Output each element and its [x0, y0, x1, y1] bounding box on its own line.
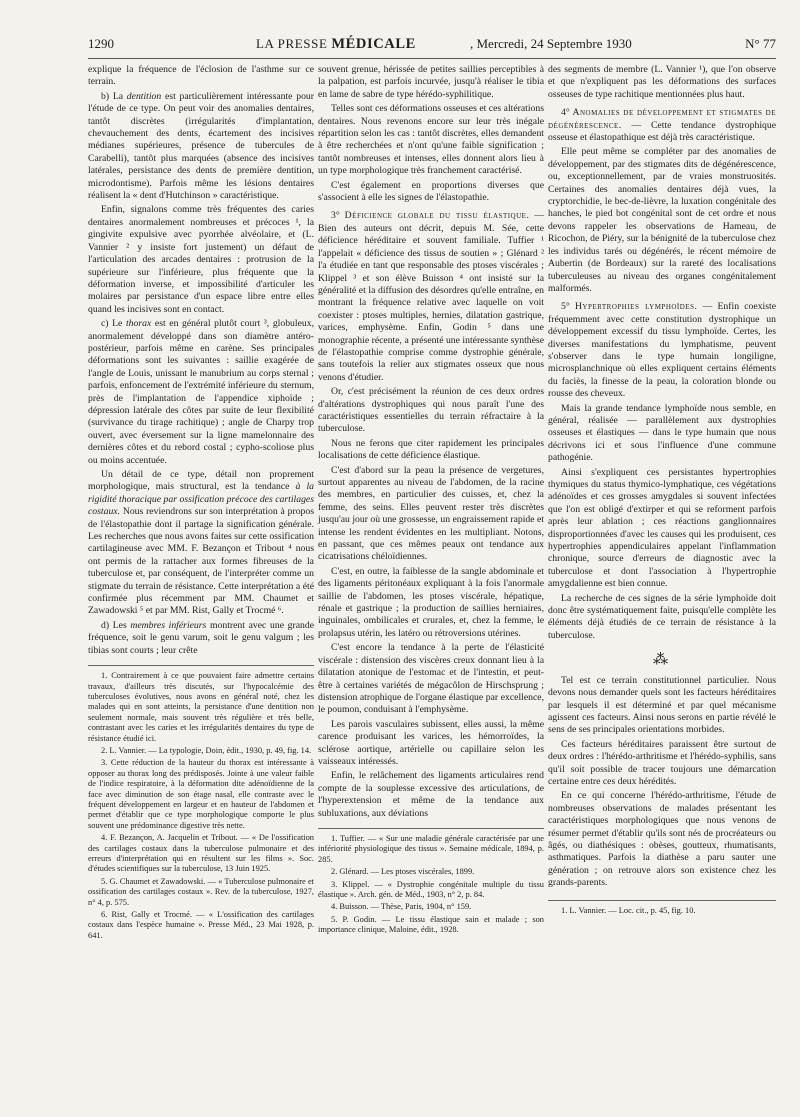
text: montrent avec une grande fréquence, soit le genu varum, soit le genu valgum ; les tibias sont courts ; leur crête	[88, 619, 315, 656]
footnote: 6. Rist, Gally et Trocmé. — « L'ossification des cartilages costaux dans l'espèce humaine ». Presse Méd., 23 Mai 1928, p. 641.	[88, 910, 314, 940]
section-title: Déficience globale du tissu élastique.	[344, 210, 530, 222]
asterism-separator: ⁂	[653, 652, 671, 669]
text: — Cette tendance dystrophique osseuse et élastopathique est déjà très caractéristique.	[548, 119, 776, 144]
column-2	[318, 64, 544, 938]
section-heading-4	[548, 107, 776, 144]
paragraph-dentition	[88, 91, 314, 203]
paragraph: Ainsi s'expliquent ces persistantes hypertrophies thymiques du status thymico-lymphatique, ces végétations adénoïdes et ces grosses amygdales si souvent infectées que l'on est obligé d'extirper et qui se reforment parfois après leur ablation ; ces réactions ganglionnaires disproportionnées d'avec les causes qui les produisent, ces hypertrophies appendiculaires appelant l'inflammation chronique, source d'erreurs de diagnostic avec la tuberculose et dont l'association à l'hypertrophie amygdalienne est bien connue.	[548, 466, 776, 590]
footnote: 3. Cette réduction de la hauteur du thorax est intéressante à opposer au thorax long des prédisposés. Jointe à une valeur faible de l'indice respiratoire, à la déformation dite adénoïdienne de la face avec diminution de son étage nasal, elle contraste avec le fréquent développement en largeur et en hauteur de l'abdomen et permet d'établir que ce type morphologique comporte le plus souvent une prédominance digestive très nette.	[88, 758, 314, 830]
text: b) La	[101, 90, 127, 102]
paragraph: des segments de membre (L. Vannier ¹), que l'on observe et que n'expliquent pas les déformations des surfaces osseuses de type rachitique mentionnées plus haut.	[548, 64, 776, 100]
paragraph: C'est, en outre, la faiblesse de la sangle abdominale et des ligaments péritonéaux expliquant à la fois l'anormale saillie de l'abdomen, les ptoses viscérale, hépatique, rénale et gastrique ; la production de saillies herniaires, inguinales, ombilicales et crurales, et, chez la femme, le prolapsus utérin, les latéro ou rétroversions utérines.	[318, 565, 544, 639]
paragraph: Enfin, signalons comme très fréquentes des caries dentaires anormalement nombreuses et précoces ¹, la gingivite expulsive avec pyorrhée alvéolaire, et (L. Vannier ² y insiste fort justement) un défaut de l'articulation des arcades dentaires : protrusion de la supérieure sur l'inférieure, plus fréquente que la déformation inverse, et impossibilité d'articuler les molaires par persistance d'un espace libre entre elles quand les incisives sont en contact.	[88, 204, 314, 315]
page-header	[88, 34, 776, 58]
footnote: 2. Glénard. — Les ptoses viscérales, 1899.	[331, 867, 475, 877]
paragraph: C'est d'abord sur la peau la présence de vergetures, surtout apparentes au niveau de l'abdomen, de la racine des membres, en particulier des cuisses, et, chez la femme, des seins. Elles peuvent rester très discrètes jusqu'au jour où une grossesse, un engraissement rapide et intense les rendent évidentes en les multipliant. Notons, en passant, que ces mêmes peaux ont tendance aux cicatrisations chéloïdiennes.	[318, 464, 544, 563]
paragraph: Telles sont ces déformations osseuses et ces altérations dentaires. Nous revenons encore sur leur très inégale répartition selon les cas : tantôt discrètes, elles demandent à être recherchées et n'ont qu'une faible signification ; tantôt nombreuses et intenses, elles donnent alors lieu à un type morphologique très franchement caractérisé.	[318, 103, 544, 177]
text: c) Le	[101, 318, 126, 330]
paragraph	[88, 469, 314, 618]
section-title: Hypertrophies lymphoïdes.	[574, 301, 698, 313]
paragraph: C'est également en proportions diverses que s'associent à elle les signes de l'élastopathie.	[318, 179, 544, 204]
paragraph-thorax	[88, 318, 314, 467]
paragraph: En ce qui concerne l'hérédo-arthritisme, l'étude de nombreuses observations de malades présentant les caractéristiques morphologiques que nous venons de résumer permet d'établir qu'ils sont nés de procréateurs ou âgés, ou diathésiques : obèses, goutteux, rhumatisants, asthmatiques. Parfois la diathèse a paru sauter une génération ; on retrouve alors son existence chez les grands-parents.	[548, 790, 776, 889]
footnote: 1. Tuffier. — « Sur une maladie générale caractérisée par une infériorité physiologique des tissus ». Semaine médicale, 1894, p. 285.	[318, 833, 544, 864]
text: d) Les	[101, 619, 131, 631]
italic-term: membres inférieurs	[130, 619, 207, 631]
italic-term: à la rigidité thoracique par ossification précoce des cartilages costaux.	[88, 481, 314, 518]
journal-title	[256, 36, 416, 53]
footnote: 4. Buisson. — Thèse, Paris, 1904, n° 159.	[331, 902, 472, 912]
paragraph: Les parois vasculaires subissent, elles aussi, la même carence produisant les varices, les hémorroïdes, la sclérose aortique, artérielle ou capillaire selon les vaisseaux intéressés.	[318, 718, 544, 767]
text: est particulièrement intéressante pour l'étude de ce type. On peut voir des anomalies dentaires, tantôt discrètes (irrégularités d'implantation, chevauchement des dents, écartement des incisives médianes supérieures, présence de tubercules de Carabelli), tantôt plus marquées (absence des incisives latérales, persistance des dents de première dentition, microdontisme). Parfois même les lésions dentaires réalisent la « dent d'Hutchinson » caractéristique.	[88, 90, 314, 202]
paragraph: Elle peut même se compléter par des anomalies de développement, par des stigmates dits de dégénérescence, ou, exceptionnellement, par de vraies monstruosités. Certaines des anomalies dentaires déjà vues, la cryptorchidie, le bec-de-lièvre, la luxation congénitale des hanches, le pied bot congénital sont de cet ordre et nous devons rappeler les observations de Hameau, de Ricochon, de Piéry, sur la bénignité de la tuberculose chez les individus tarés ou dégénérés, le récent mémoire de Aubertin (de Bordeaux) sur la rareté des localisations tuberculeuses au niveau des organes congénitalement malformés.	[548, 146, 776, 294]
journal-prefix: LA PRESSE	[256, 36, 332, 51]
italic-term: thorax	[125, 318, 152, 330]
text: Un détail de ce type, détail non proprement morphologique, mais structural, est la tendance	[88, 469, 314, 493]
paragraph: Or, c'est précisément la réunion de ces deux ordres d'altérations dystrophiques qui nous paraît l'une des caractéristiques essentielles du terrain réfractaire à la tuberculose.	[318, 386, 544, 435]
page-number: 1290	[88, 36, 114, 51]
footnote: 3. Klippel. — « Dystrophie congénitale multiple du tissu élastique ». Arch. gén. de Méd., 1903, n° 2, p. 84.	[318, 879, 544, 899]
header-rule	[88, 58, 776, 59]
paragraph: souvent grenue, hérissée de petites saillies perceptibles à la palpation, est parfois incurvée, jusqu'à réaliser le tibia en lame de sabre de type hérédo-syphilitique.	[318, 64, 544, 100]
column-3	[548, 64, 776, 918]
footnote: 2. L. Vannier. — La typologie, Doin, édit., 1930, p. 49, fig. 14.	[101, 745, 312, 755]
issue-date: , Mercredi, 24 Septembre 1930	[470, 36, 632, 51]
paragraph-membres	[88, 620, 314, 657]
footnote: 4. F. Bezançon, A. Jacquelin et Tribout. — « De l'ossification des cartilages costaux dans la tuberculose pulmonaire et des erreurs d'interprétation qui en résultent sur les films ». Soc. d'études scientifiques sur la tuberculose, 13 Juin 1925.	[88, 833, 314, 874]
section-number: 3°	[331, 210, 345, 222]
footnote: 1. Contrairement à ce que pouvaient faire admettre certains travaux, d'ailleurs très discutés, sur l'hypocalcémie des tuberculoses évolutives, nous avons en général noté, chez les malades qui en sont atteints, la persistance d'une dentition non seulement normale, mais souvent très régulière et très belle, contrastant avec les caries et les irrégularités dentaires du type de résistance étudié ici.	[88, 671, 314, 743]
footnote-rule	[548, 900, 776, 901]
section-heading-3	[318, 210, 544, 384]
paragraph: Mais la grande tendance lymphoïde nous semble, en général, réalisée — parallèlement aux dystrophies osseuses et élastiques — dans le type humain que nous décrivons ici et sous l'influence d'une commune pathogénie.	[548, 402, 776, 464]
footnote: 5. P. Godin. — Le tissu élastique sain et malade ; son importance clinique, Maloine, édit., 1928.	[318, 914, 544, 935]
issue-number: N° 77	[745, 36, 776, 51]
text: — Enfin coexiste fréquemment avec cette constitution dystrophique un développement excessif du tissu lymphoïde. Certes, les diverses manifestations du lymphatisme, peuvent s'observer dans le type humain longiligne, microsplanchnique où elles expliquent certains éléments du faciès, la finesse de la peau, la coloration blonde ou rousse des cheveux.	[548, 301, 776, 400]
paragraph: explique la fréquence de l'éclosion de l'asthme sur ce terrain.	[88, 64, 314, 88]
text: est en général plutôt court ³, globuleux, anormalement développé dans son diamètre antéro-postérieur, parfois même en carène. Ses principales déformations sont les suivantes : saillie exagérée de l'angle de Louis, unissant le manubrium au corps sternal ; parfois, enfoncement de l'extrémité inférieure du sternum, près de l'implantation de l'appendice xiphoïde ; dépression latérale des côtes par suite de leur flexibilité (survivance du tirage rachitique) ; angle de Charpy trop ouvert, avec éversement sur la ligne mamelonnaire des dernières côtes et du rebord costal ; cypho-scoliose plus ou moins accentuée.	[88, 318, 314, 466]
section-number: 4°	[561, 107, 573, 119]
footnote: 5. G. Chaumet et Zawadowski. — « Tuberculose pulmonaire et ossification des cartilages costaux ». Rev. de la tuberculose, 1927, n° 4, p. 575.	[88, 876, 314, 907]
paragraph: C'est encore la tendance à la perte de l'élasticité viscérale : distension des viscères creux donnant lieu à la dilatation atonique de l'estomac et de l'intestin, et peut-être à certaines variétés de mégacôlon de Hirschsprung ; distension atrophique de l'organe élastique par excellence, le poumon, conduisant à l'emphysème.	[318, 642, 544, 716]
paragraph: Tel est ce terrain constitutionnel particulier. Nous devons nous demander quels sont les facteurs héréditaires par lesquels il est déterminé et par quel mécanisme agissent ces facteurs. Ainsi nous serons en partie révélé le sens de ses principales orientations morbides.	[548, 674, 776, 736]
text: Nous reviendrons sur son interprétation à propos de l'élastopathie dont il partage la signification générale. Les recherches que nous avons faites sur cette ossification cartilagineuse avec MM. F. Bezançon et Tribout ⁴ nous ont permis de la rattacher aux formes fibreuses de la tuberculose et, par conséquent, de l'interpréter comme un stigmate du terrain de résistance. Cette interprétation a été confirmée plus récemment par MM. Chaumet et Zawadowski ⁵ et par MM. Rist, Gally et Trocmé ⁶.	[88, 506, 314, 617]
footnote-rule	[318, 828, 544, 829]
paragraph: Nous ne ferons que citer rapidement les principales localisations de cette déficience élastique.	[318, 437, 544, 462]
footnote: 1. L. Vannier. — Loc. cit., p. 45, fig. 10.	[561, 905, 696, 915]
text: — Bien des auteurs ont décrit, depuis M. Sée, cette déficience héréditaire et souvent familiale. Tuffier ¹ l'appelait « déficience des tissus de soutien » ; Glénard ² l'a étudiée en tant que responsable des ptoses viscérales ; Klippel ³ et son élève Buisson ⁴ ont insisté sur la généralité et la diffusion des désordres qu'elle entraîne, en montrant la fréquence relative avec laquelle on voit coexister : ptoses multiples, hernies, dilatation gastrique, varices, emphysème. Enfin, Godin ⁵ dans une monographie récente, a présenté une intéressante synthèse de l'élastopathie comprise comme dystrophie générale, sans toutefois la relier aux stigmates osseux que nous venons d'étudier.	[318, 210, 545, 383]
section-number: 5°	[561, 301, 575, 313]
column-1	[88, 64, 314, 943]
paragraph: Ces facteurs héréditaires paraissent être surtout de deux ordres : l'hérédo-arthritisme et l'hérédo-syphilis, sans qu'il soit possible de tracer toujours une démarcation certaine entre ces deux hérédités.	[548, 738, 776, 787]
italic-term: dentition	[126, 90, 162, 102]
paragraph: Enfin, le relâchement des ligaments articulaires rend compte de la souplesse excessive des articulations, de l'hyperextension et même de la tendance aux subluxations, aux déviations	[318, 770, 544, 819]
paragraph: La recherche de ces signes de la série lymphoïde doit donc être systématiquement faite, puisqu'elle complète les éléments déjà étudiés de ce terrain de résistance à la tuberculose.	[548, 592, 776, 641]
journal-name: MÉDICALE	[331, 36, 416, 52]
section-title: Anomalies de développement et stigmates de dégénérescence.	[548, 107, 777, 131]
section-heading-5	[548, 301, 776, 400]
footnote-rule	[88, 665, 314, 666]
